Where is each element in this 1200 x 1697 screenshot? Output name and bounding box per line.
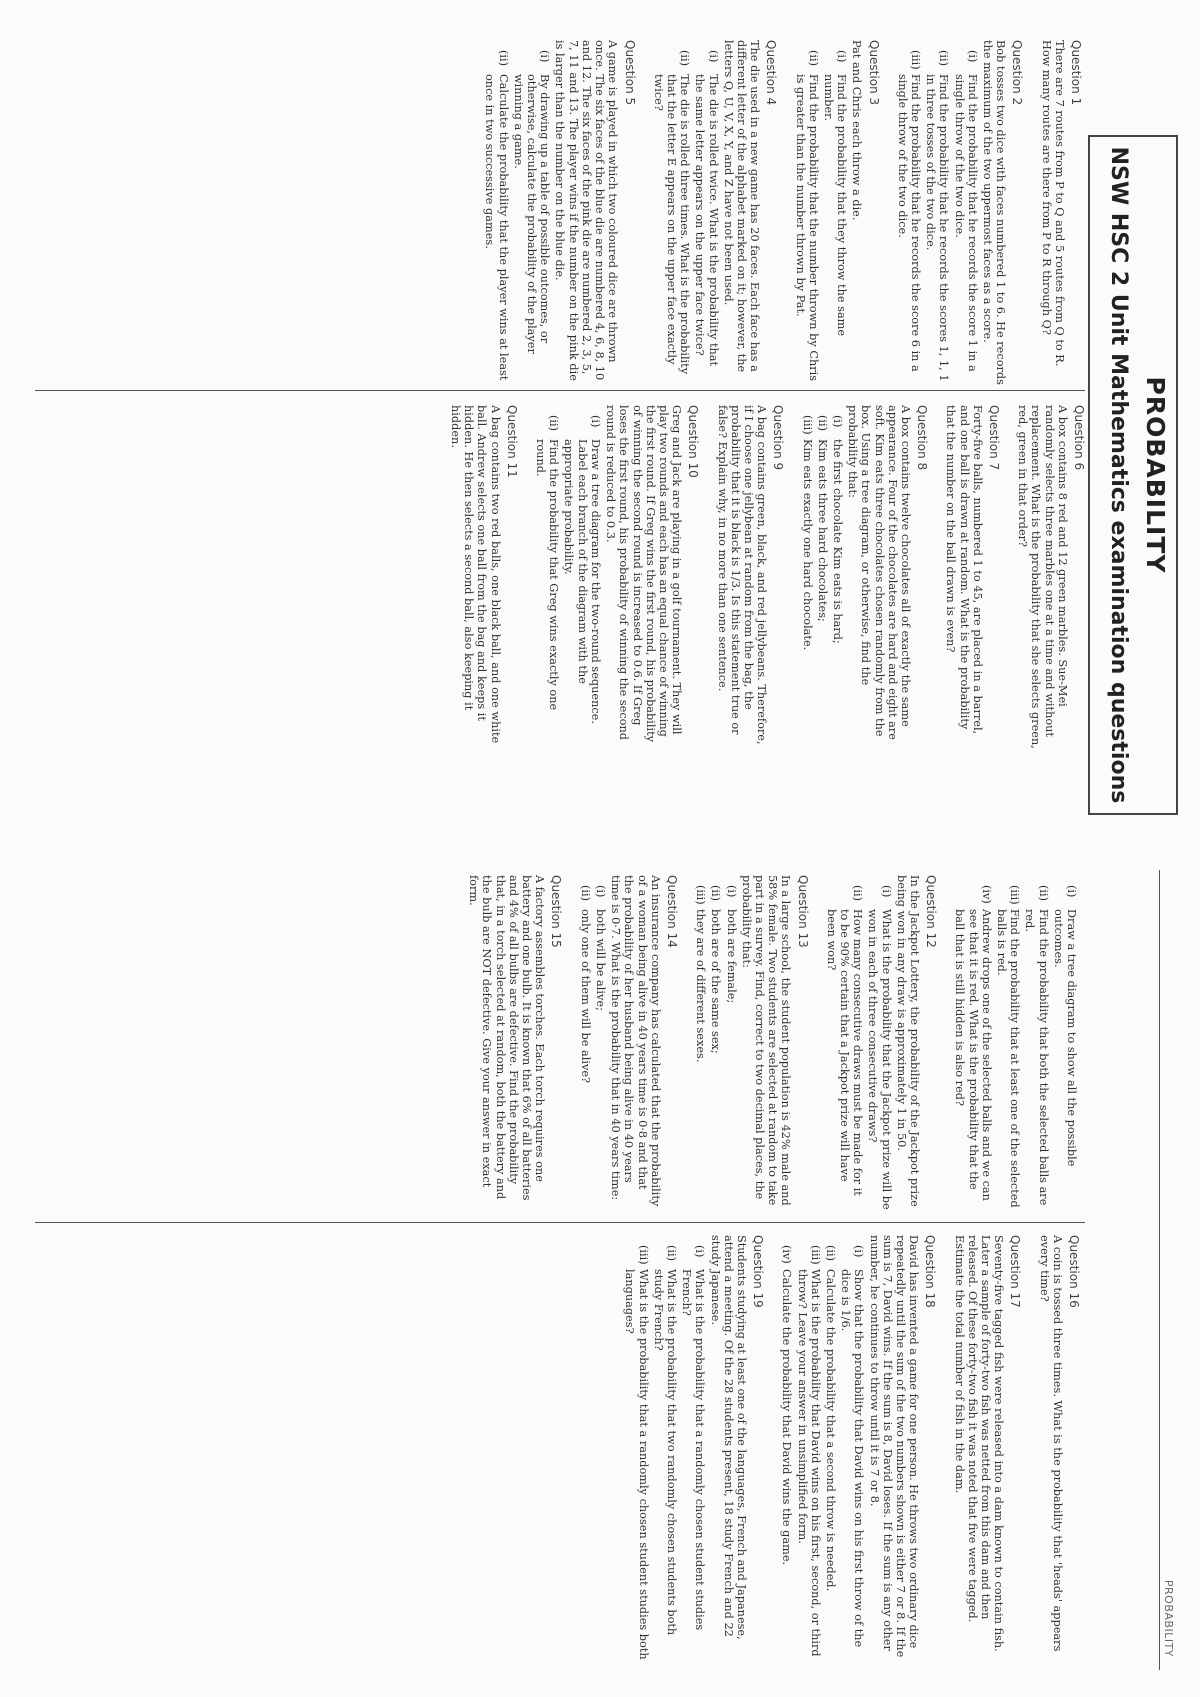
question-text: An insurance company has calculated that the probability of a woman being alive in 40 years time is 0·8 and that the probability of her husband being alive in 40 years time is 0·7. What is the probability that in 40 years time: [609, 875, 662, 1207]
part-text: Find the probability that both the selected balls are red. [1023, 909, 1050, 1206]
part-text: The die is rolled twice. What is the probability that the same letter appears on the upper face twice? [693, 74, 720, 367]
question-part [652, 1245, 678, 1665]
part-text: both are of the same sex; [709, 909, 723, 1054]
question-part [793, 50, 819, 385]
question-heading: Question 13 [795, 875, 810, 948]
part-label: (i) [830, 415, 844, 428]
part-text: Find the probability that the number thrown by Chris is greater than the number thrown by Pat. [793, 74, 820, 382]
part-text: Kim eats three hard chocolates; [815, 439, 829, 622]
part-label: (i) [835, 50, 849, 63]
part-text: both are female; [724, 909, 738, 1004]
part-text: What is the probability that a randomly chosen student studies French? [680, 1269, 707, 1631]
part-label: (iii) [800, 415, 814, 435]
part-label: (i) [852, 1245, 866, 1258]
part-text: What is the probability that a randomly chosen student studies both languages? [623, 1269, 650, 1660]
part-text: What is the probability that David wins on his first, second, or third throw? Leave your answer in unsimplified form. [795, 1269, 822, 1657]
part-text: Andrew drops one of the selected balls and we can see that it is red. What is the probability that the ball that is still hidden is also red? [953, 909, 993, 1201]
question-heading: Question 11 [504, 405, 519, 478]
part-text: Calculate the probability that a second throw is needed. [823, 1269, 837, 1592]
part-label: (ii) [815, 415, 829, 432]
part-label: (ii) [709, 885, 723, 902]
part-label: (ii) [1036, 885, 1050, 902]
header-rule [1159, 870, 1160, 1670]
question-heading: Question 18 [923, 1235, 938, 1308]
part-text: Find the probability that he records the scores 1, 1, 1 in three tosses of the two dice. [924, 74, 951, 382]
part-label: (i) [706, 50, 720, 63]
question-heading: Question 3 [866, 40, 881, 106]
part-text: they are of different sexes. [694, 909, 708, 1063]
part-text: Calculate the probability that the player wins at least once in two successive games. [483, 74, 510, 381]
question-block [623, 1235, 764, 1665]
question-block [944, 405, 1000, 750]
part-text: The die is rolled three times. What is the probability that the letter E appears on the upper face exactly twice? [651, 74, 692, 375]
question-block [449, 405, 518, 750]
question-part [693, 50, 719, 385]
question-part [822, 50, 848, 385]
question-column-4 [607, 1235, 1080, 1665]
part-text: Find the probability that Greg wins exactly one round. [534, 439, 561, 711]
part-text: Kim eats exactly one hard chocolate. [800, 439, 814, 651]
question-block [1037, 1235, 1080, 1665]
question-text: In the Jackpot Lottery, the probability of the Jackpot prize being won in any draw is approximately 1 in 50. [894, 875, 921, 1207]
question-heading: Question 16 [1067, 1235, 1081, 1308]
question-part [1023, 885, 1049, 1210]
question-text: Seventy-five tagged fish were released into a dam known to contain fish. Later a sample of forty-two fish was netted from this dam and then released. Of these forty-two fish it was noted that five were tagged. Estimate the total number of fish in the dam. [952, 1235, 1006, 1652]
part-label: (ii) [664, 1245, 678, 1262]
part-label: (i) [593, 885, 607, 898]
question-block [652, 40, 778, 385]
part-text: only one of them will be alive? [578, 909, 592, 1084]
question-column-3 [451, 875, 1080, 1210]
question-text: A coin is tossed three times. What is the probability that 'heads' appears every time? [1037, 1235, 1064, 1652]
part-label: (i) [588, 415, 602, 428]
question-text: Bob tosses two dice with faces numbered 1 to 6. He records the maximum of the two uppermost faces as a score. [980, 40, 1008, 385]
column-divider [35, 390, 1085, 391]
part-text: Draw a tree diagram for the two-round sequence. Label each branch of the diagram with the appropriate probability. [562, 439, 602, 724]
part-label: (ii) [678, 50, 692, 67]
question-heading: Question 17 [1008, 1235, 1023, 1308]
part-text: How many consecutive draws must be made for it to be 90% certain that a Jackpot prize will have been won? [824, 909, 865, 1196]
part-label: (iii) [1008, 885, 1022, 905]
question-part [579, 885, 592, 1210]
question-text: A game is played in which two coloured dice are thrown once. The six faces of the blue die are numbered 4, 6, 8, 10 and 12. The six faces of the pink die are numbered 2, 3, 5, 7, 11 and 13. The player wins if the number on the pink die is larger than the number on the blue die. [553, 40, 620, 381]
question-block [953, 875, 1078, 1210]
question-part [709, 885, 722, 1210]
part-text: What is the probability that the Jackpot prize will be won in each of three consecutive draws? [866, 909, 893, 1210]
part-text: By drawing up a table of possible outcomes, or otherwise, calculate the probability of the player winning a game. [511, 74, 552, 354]
part-label: (ii) [851, 885, 865, 902]
page-title: PROBABILITY [1141, 376, 1170, 574]
question-part [680, 1245, 706, 1665]
question-heading: Question 7 [986, 405, 1001, 471]
part-label: (iii) [636, 1245, 650, 1265]
part-text: Find the probability that he records the score 6 in a single throw of the two dice. [895, 74, 922, 372]
part-label: (iv) [979, 885, 993, 904]
part-text: Show that the probability that David wins on his first throw of the dice is 1/6. [839, 1269, 866, 1648]
question-part [824, 1245, 837, 1665]
part-label: (iii) [808, 1245, 822, 1265]
question-heading: Question 15 [549, 875, 564, 948]
question-part [924, 50, 950, 385]
question-part [652, 50, 692, 385]
question-part [825, 885, 865, 1210]
part-text: both will be alive; [593, 909, 607, 1011]
question-part [952, 50, 978, 385]
question-block [780, 1235, 936, 1665]
question-column-2 [433, 405, 1085, 750]
question-block [579, 875, 678, 1210]
part-text: Find the probability that he records the score 1 in a single throw of the two dice. [952, 74, 979, 372]
question-block [952, 1235, 1021, 1665]
question-text: Forty-five balls, numbered 1 to 45, are placed in a barrel, and one ball is drawn at random. What is the probability that the number on the ball drawn is even? [944, 405, 984, 735]
part-label: (i) [693, 1245, 707, 1258]
part-label: (ii) [547, 415, 561, 432]
question-heading: Question 14 [664, 875, 679, 948]
question-text: A bag contains two red balls, one black ball, and one white ball. Andrew selects one ball from the bag and keeps it hidden. He then selects a second ball, also keeping it hidden. [449, 405, 502, 744]
question-part [780, 1245, 793, 1665]
question-heading: Question 8 [915, 405, 930, 471]
question-part [953, 885, 993, 1210]
question-heading: Question 2 [1010, 40, 1025, 106]
question-part [562, 415, 602, 750]
question-block [694, 875, 809, 1210]
part-label: (i) [1065, 885, 1078, 898]
part-label: (iv) [780, 1245, 794, 1264]
question-text: There are 7 routes from P to Q and 5 routes from Q to R. How many routes are there from P to R through Q? [1039, 40, 1066, 367]
question-heading: Question 6 [1072, 405, 1086, 471]
question-text: Students studying at least one of the languages, French and Japanese, attend a meeting. Of the 28 students present, 18 study French and 22 study Japanese. [708, 1235, 748, 1640]
question-part [839, 1245, 865, 1665]
question-block [467, 875, 562, 1210]
part-label: (iii) [694, 885, 708, 905]
question-heading: Question 4 [764, 40, 779, 106]
question-part [866, 885, 892, 1210]
question-part [795, 1245, 821, 1665]
question-block [896, 40, 1024, 385]
question-heading: Question 10 [686, 405, 701, 478]
question-text: A bag contains green, black, and red jellybeans. Therefore, if I choose one jellybean at random from the bag, the probability that it is black is 1/3. Is this statement true or false? Explain why, in no more than one sentence. [715, 405, 769, 745]
question-heading: Question 19 [751, 1235, 766, 1308]
question-part [831, 415, 844, 750]
question-block [534, 405, 699, 750]
part-label: (i) [965, 50, 979, 63]
part-label: (i) [538, 50, 552, 63]
question-part [623, 1245, 649, 1665]
running-header: PROBABILITY [1162, 1579, 1175, 1657]
part-text: Calculate the probability that David wins the game. [780, 1269, 794, 1566]
question-part [800, 415, 813, 750]
question-heading: Question 5 [622, 40, 637, 106]
question-heading: Question 12 [924, 875, 939, 948]
part-label: (i) [724, 885, 738, 898]
question-text: A factory assembles torches. Each torch requires one battery and one bulb. It is known that 6% of all batteries and 4% of all bulbs are defective. Find the probability that, in a torch selected at random, both the battery and the bulb are NOT defective. Give your answer in exact form. [467, 875, 547, 1201]
question-part [694, 885, 707, 1210]
part-text: What is the probability that two randomly chosen students both study French? [651, 1269, 678, 1636]
question-block [1016, 405, 1085, 750]
question-part [995, 885, 1021, 1210]
question-block [793, 40, 879, 385]
question-block [825, 875, 938, 1210]
part-text: Draw a tree diagram to show all the possible outcomes. [1051, 909, 1078, 1167]
question-block [715, 405, 784, 750]
question-text: A box contains twelve chocolates all of exactly the same appearance. Four of the chocolates are hard and eight are soft. Kim eats three chocolates chosen randomly from the box. Using a tree diagram, or otherwise, find the probability that: [846, 405, 912, 740]
question-part [594, 885, 607, 1210]
part-label: (i) [879, 885, 893, 898]
part-label: (ii) [823, 1245, 837, 1262]
question-part [724, 885, 737, 1210]
question-text: Greg and Jack are playing in a golf tournament. They will play two rounds and each has an equal chance of winning the first round. If Greg wins the first round, his probability of winning the second round is increased to 0.6. If Greg loses the first round, his probability of winning the second round is reduced to 0.3. [604, 405, 684, 743]
question-part [1052, 885, 1078, 1210]
question-part [483, 50, 509, 385]
part-text: Find the probability that at least one of the selected balls is red. [994, 909, 1022, 1208]
title-box [1088, 135, 1178, 815]
question-heading: Question 9 [771, 405, 786, 471]
part-label: (iii) [908, 50, 922, 70]
question-heading: Question 1 [1069, 40, 1083, 106]
page-subtitle: NSW HSC 2 Unit Mathematics examination questions [1106, 146, 1131, 804]
question-text: Pat and Chris each throw a die. [850, 40, 864, 221]
question-block [483, 40, 635, 385]
question-text: In a large school, the student population is 42% male and 58% female. Two students are selected at random to take part in a survey. Find, correct to two decimal places, the probability that: [739, 875, 793, 1206]
part-text: the first chocolate Kim eats is hard; [830, 439, 844, 644]
question-part [534, 415, 560, 750]
part-label: (ii) [806, 50, 820, 67]
question-text: The die used in a new game has 20 faces. Each face has a different letter of the alphabet marked on it; however, the letters Q, U, V, X, Y, and Z have not been used. [721, 40, 762, 373]
question-part [896, 50, 922, 385]
question-text: A box contains 8 red and 12 green marbles. Sue-Mei randomly selects three marbles one at a time and without replacement. What is the probability that she selects green, red, green in that order? [1016, 405, 1069, 749]
question-block [800, 405, 928, 750]
question-part [816, 415, 829, 750]
part-text: Find the probability that they throw the same number. [821, 74, 849, 337]
column-divider [35, 1222, 1085, 1223]
question-part [512, 50, 552, 385]
question-column-1 [467, 40, 1082, 385]
part-label: (ii) [937, 50, 951, 67]
part-label: (ii) [578, 885, 592, 902]
part-label: (ii) [496, 50, 510, 67]
question-text: David has invented a game for one person. He throws two ordinary dice repeatedly until the sum of the two numbers shown is either 7 or 8. If the sum is 7, David wins. If the sum is 8, David loses. If the sum is any other number, he continues to throw until it is 7 or 8. [867, 1235, 921, 1658]
question-block [1039, 40, 1082, 385]
